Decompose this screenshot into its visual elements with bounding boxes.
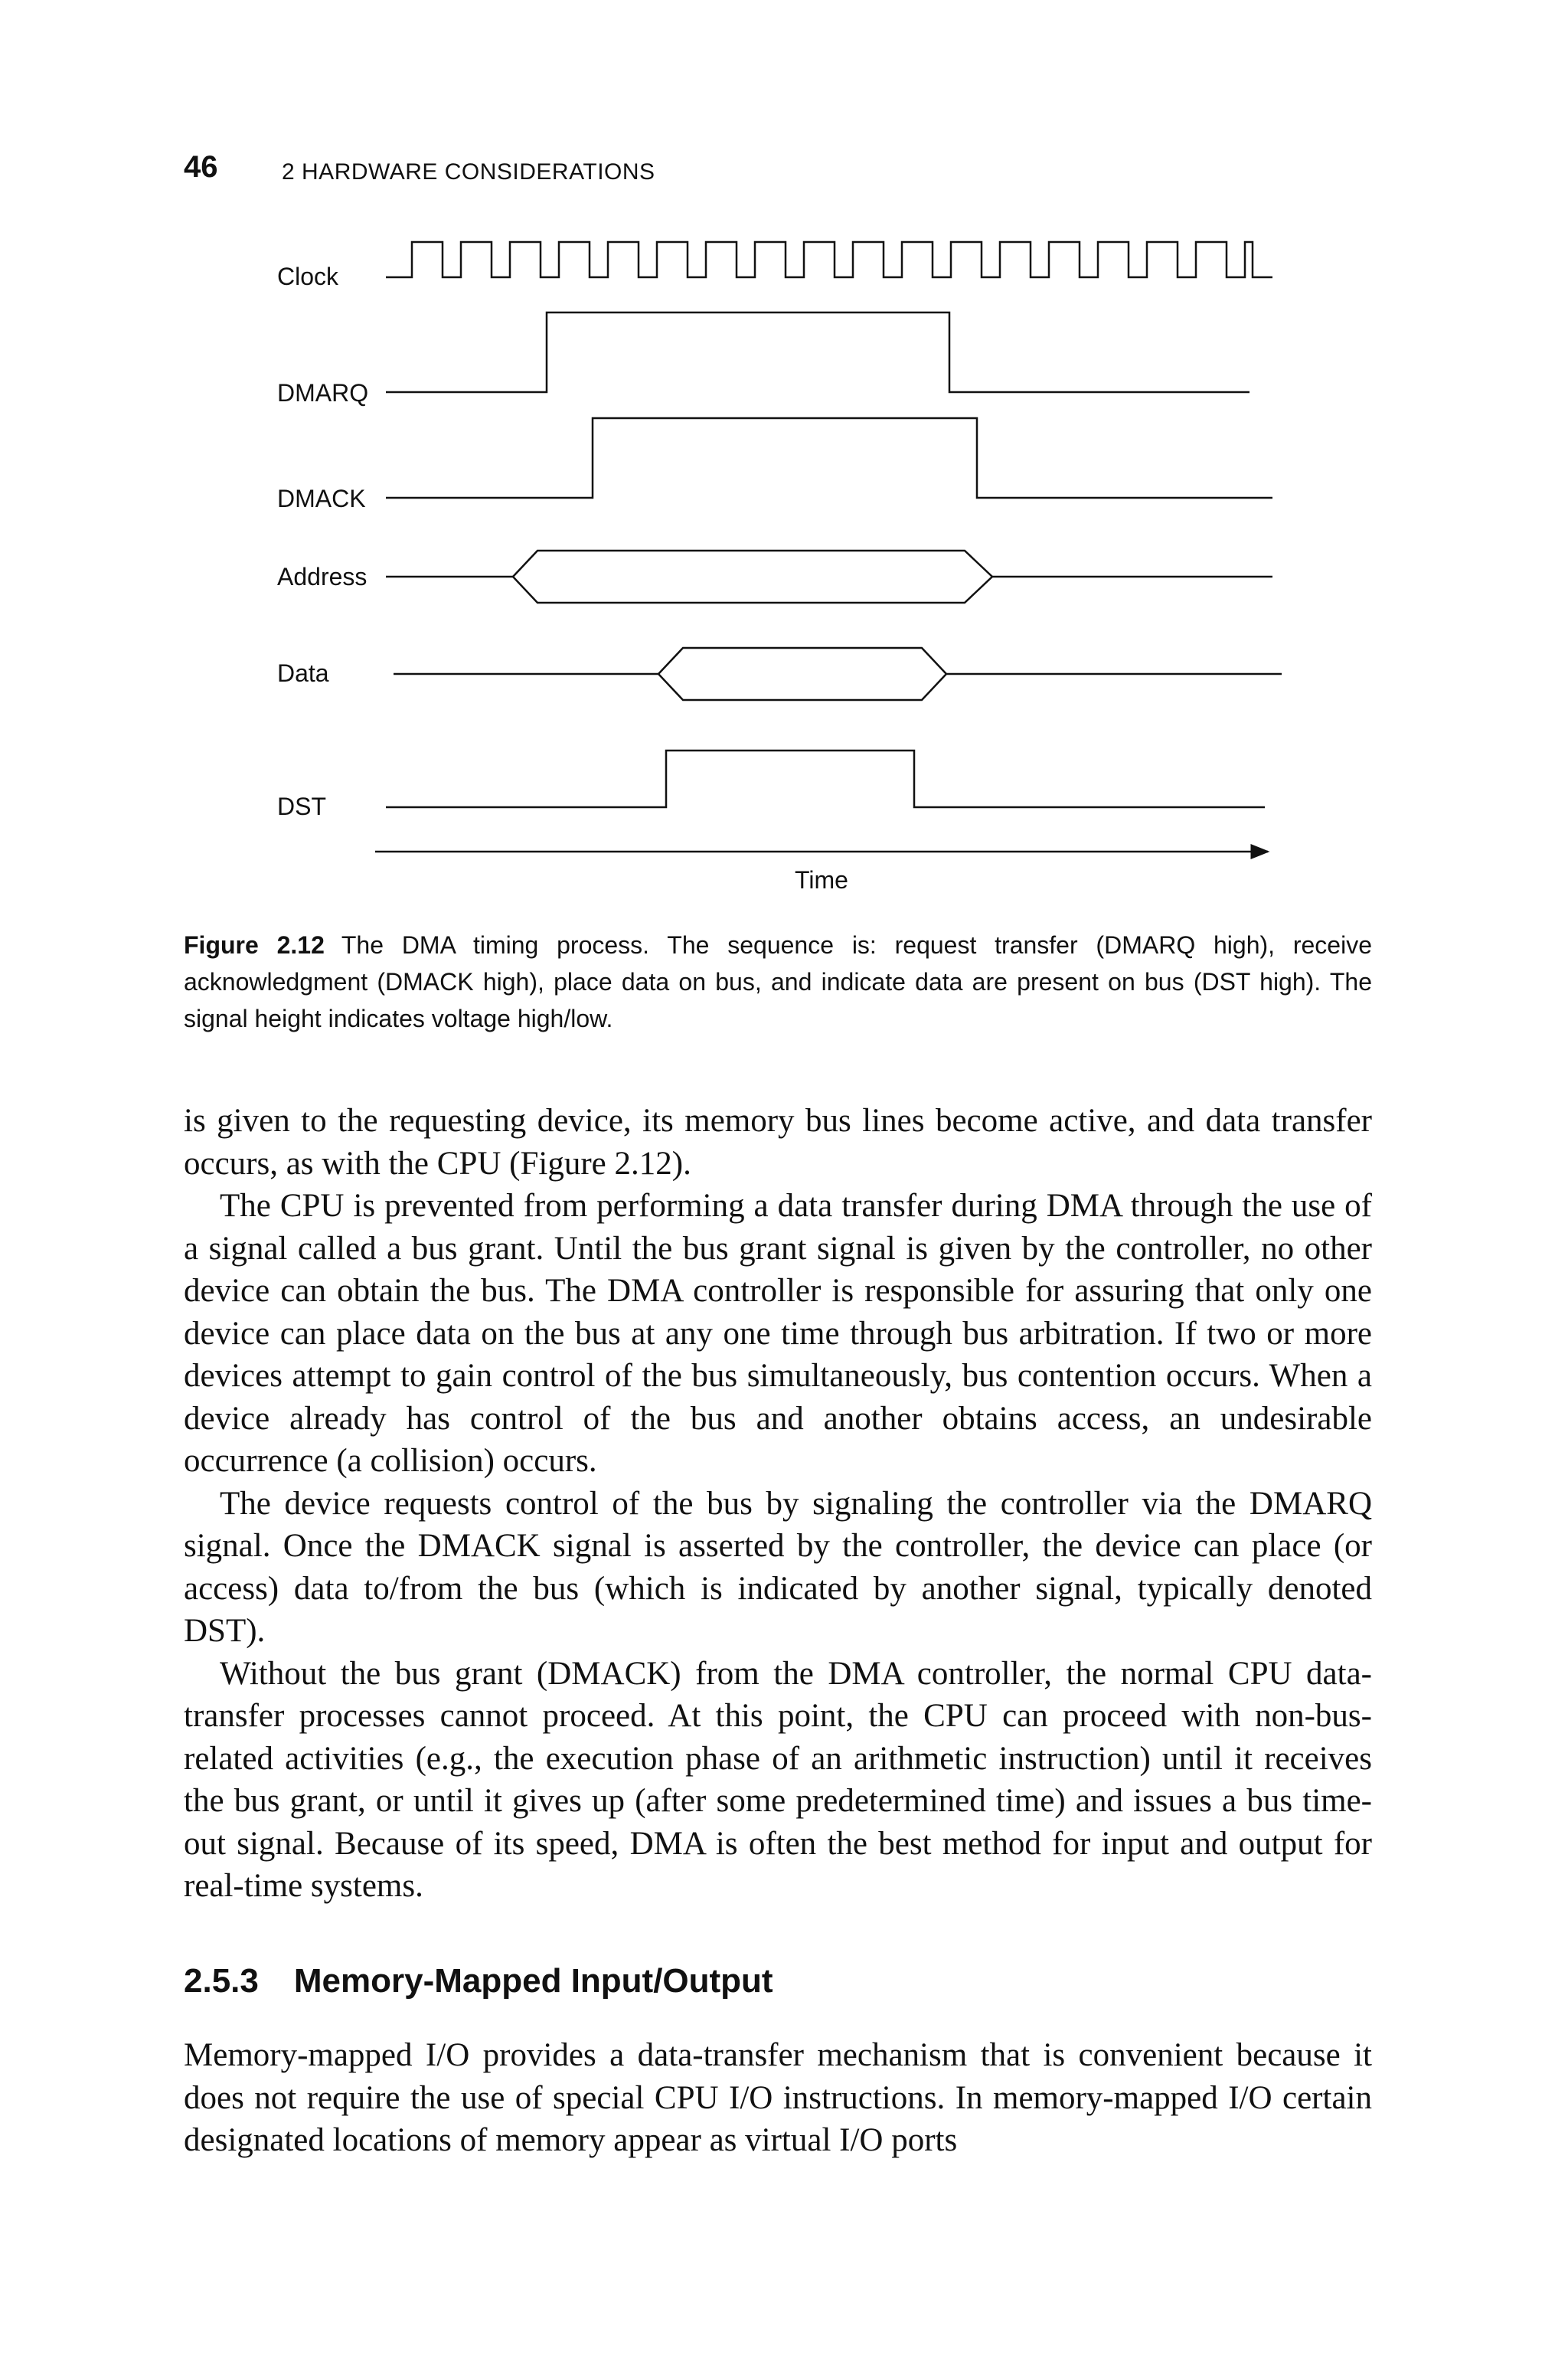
time-axis-label: Time — [795, 866, 848, 894]
dst-waveform — [386, 751, 1265, 807]
dmack-waveform — [386, 418, 1272, 498]
paragraph-bus-grant: The CPU is prevented from performing a data transfer during DMA through the use of a signal called a bus grant. Until the bus grant signal is given by the controller, no other device can obtain the bus. The DMA controller is responsible for assuring that only one device can place data on the bus at any one time through bus arbitration. If two or more devices attempt to gain control of the bus simultaneously, bus contention occurs. When a device already has control of the bus and another obtains access, an undesirable occurrence (a collision) occurs. — [184, 1188, 1372, 1479]
data-label: Data — [277, 659, 329, 687]
address-valid-bus — [513, 551, 992, 603]
figure-caption — [184, 927, 1372, 1037]
paragraph-dmarq: The device requests control of the bus by signaling the controller via the DMARQ signal. Once the DMACK signal is asserted by the controller, the device can place (or access) data to/from the bus (which is indicated by another signal, typically denoted DST). — [184, 1485, 1372, 1649]
paragraph-memory-mapped-io: Memory-mapped I/O provides a data-transfer mechanism that is convenient because it does not require the use of special CPU I/O instructions. In memory-mapped I/O certain designated locations of memory appear as virtual I/O ports — [184, 2037, 1372, 2158]
dmack-label: DMACK — [277, 485, 366, 512]
chapter-heading: 2 HARDWARE CONSIDERATIONS — [282, 159, 655, 185]
body-text-lower — [184, 2034, 1372, 2162]
clock-label: Clock — [277, 263, 339, 290]
section-title: Memory-Mapped Input/Output — [293, 1962, 773, 2000]
dmarq-waveform — [386, 312, 1250, 392]
paragraph-dmack: Without the bus grant (DMACK) from the DMA controller, the normal CPU data-transfer processes cannot proceed. At this point, the CPU can proceed with non-bus-related activities (e.g., the execution phase of an arithmetic instruction) until it receives the bus grant, or until it gives up (after some predetermined time) and issues a bus time-out signal. Because of its speed, DMA is often the best method for input and output for real-time systems. — [184, 1655, 1372, 1904]
dma-timing-diagram — [0, 0, 1568, 919]
section-number: 2.5.3 — [184, 1962, 259, 2000]
section-heading — [184, 1962, 773, 2000]
address-label: Address — [277, 563, 368, 590]
figure-number: Figure 2.12 — [184, 931, 325, 959]
clock-waveform — [386, 242, 1272, 277]
paragraph-continuation: is given to the requesting device, its memory bus lines become active, and data transfer occurs, as with the CPU (Figure 2.12). — [184, 1103, 1372, 1182]
page-number: 46 — [184, 150, 218, 184]
caption-text: The DMA timing process. The sequence is: request transfer (DMARQ high), receive acknowledgment (DMACK high), place data on bus, and indicate data are present on bus (DST high). The signal height indicates voltage high/low. — [184, 931, 1373, 1032]
dst-label: DST — [277, 793, 326, 820]
dmarq-label: DMARQ — [277, 379, 369, 407]
data-valid-bus — [658, 648, 946, 700]
body-text-upper — [184, 1100, 1372, 1908]
